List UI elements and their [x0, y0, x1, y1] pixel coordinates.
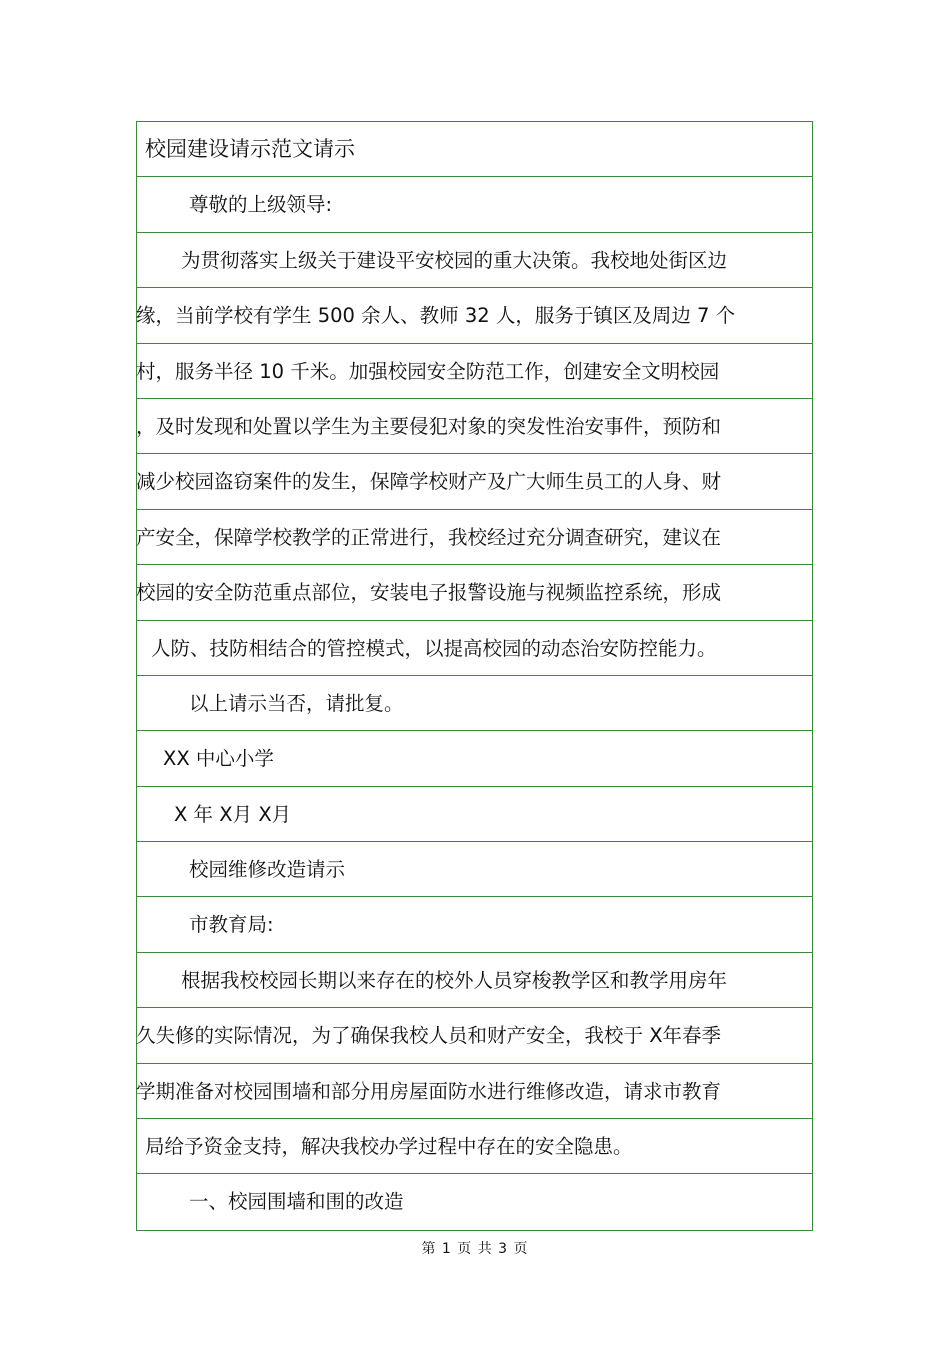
body-line: 久失修的实际情况，为了确保我校人员和财产安全，我校于 X年春季 — [136, 1024, 722, 1048]
document-row — [137, 1064, 812, 1119]
document-row — [137, 953, 812, 1008]
document-row — [137, 510, 812, 565]
body-line: 根据我校校园长期以来存在的校外人员穿梭教学区和教学用房年 — [181, 968, 728, 992]
body-line: 学期准备对校园围墙和部分用房屋面防水进行维修改造，请求市教育 — [136, 1079, 722, 1103]
document-row — [137, 177, 812, 232]
document-row — [137, 233, 812, 288]
document-row — [137, 731, 812, 786]
document-row — [137, 897, 812, 952]
document-row — [137, 842, 812, 897]
body-line: 局给予资金支持，解决我校办学过程中存在的安全隐患。 — [145, 1135, 633, 1159]
document-row — [137, 344, 812, 399]
document-row — [137, 288, 812, 343]
document-row — [137, 676, 812, 731]
salutation: 尊敬的上级领导: — [189, 193, 333, 217]
signature-school: XX 中心小学 — [163, 747, 274, 771]
document-row — [137, 399, 812, 454]
body-line: 缘，当前学校有学生 500 余人、教师 32 人，服务于镇区及周边 7 个 — [136, 304, 736, 328]
body-line: 产安全，保障学校教学的正常进行，我校经过充分调查研究，建议在 — [136, 525, 722, 549]
document-row — [137, 1174, 812, 1229]
body-line: 校园的安全防范重点部位，安装电子报警设施与视频监控系统，形成 — [136, 581, 722, 605]
document-title: 校园建设请示范文请示 — [145, 137, 355, 161]
salutation: 市教育局: — [189, 913, 274, 937]
document-row — [137, 787, 812, 842]
body-line: 减少校园盗窃案件的发生，保障学校财产及广大师生员工的人身、财 — [136, 470, 722, 494]
body-line: ，及时发现和处置以学生为主要侵犯对象的突发性治安事件，预防和 — [136, 414, 722, 438]
page-footer: 第 1 页 共 3 页 — [421, 1241, 529, 1257]
closing-line: 以上请示当否，请批复。 — [189, 691, 404, 715]
body-line: 为贯彻落实上级关于建设平安校园的重大决策。我校地处街区边 — [181, 248, 728, 272]
body-line: 人防、技防相结合的管控模式，以提高校园的动态治安防控能力。 — [151, 636, 717, 660]
section-title: 校园维修改造请示 — [189, 858, 346, 882]
document-row — [137, 1119, 812, 1174]
document-row — [137, 122, 812, 177]
document-row — [137, 1008, 812, 1063]
section-heading: 一、校园围墙和围的改造 — [189, 1190, 404, 1214]
signature-date: X 年 X月 X月 — [174, 802, 292, 826]
document-table — [136, 121, 813, 1231]
document-row — [137, 565, 812, 620]
document-row — [137, 454, 812, 509]
document-row — [137, 621, 812, 676]
body-line: 村，服务半径 10 千米。加强校园安全防范工作，创建安全文明校园 — [136, 359, 720, 383]
